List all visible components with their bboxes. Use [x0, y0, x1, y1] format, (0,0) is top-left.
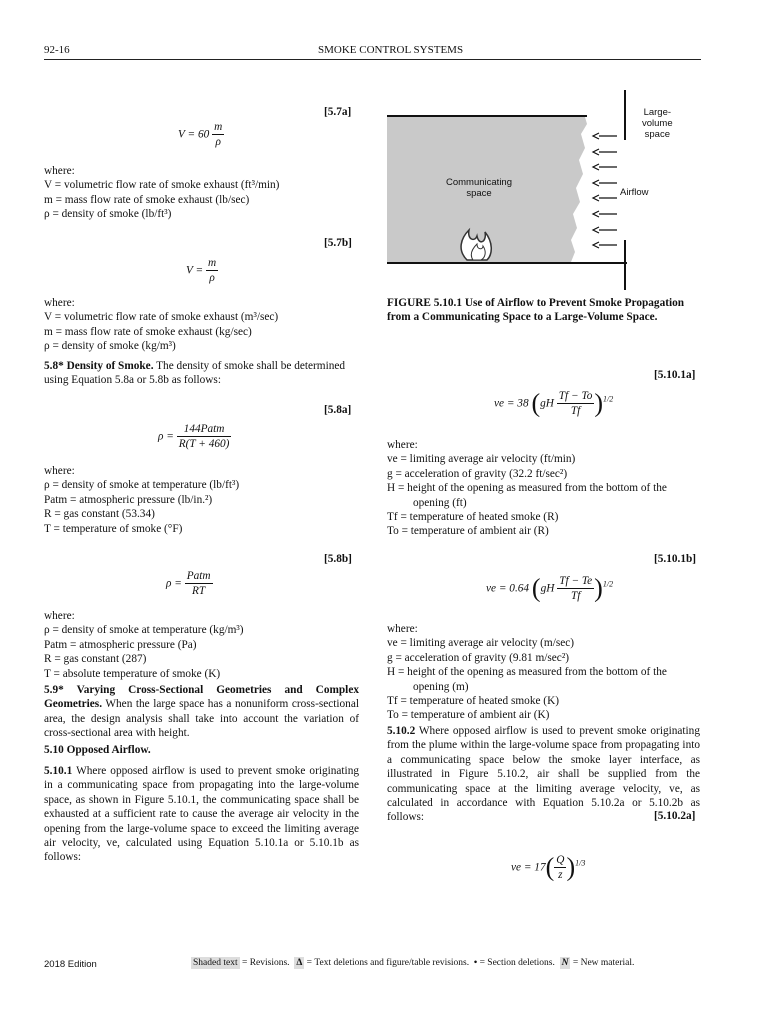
def-line: To = temperature of ambient air (R)	[387, 525, 549, 538]
equation-5-10-1b: ve = 0.64 (gH $\frac{Tf - Te}{Tf}$ )$^{1/2}$	[486, 573, 614, 603]
def-line: R = gas constant (53.34)	[44, 508, 155, 521]
def-line: R = gas constant (287)	[44, 653, 147, 666]
equation-5-8b: ρ = $\frac{\text{Patm}}{RT}$	[166, 570, 211, 598]
equation-5-7b: V = $\frac{m}{\rho}$	[186, 257, 217, 285]
eq-label-5-10-2a: [5.10.2a]	[654, 810, 696, 822]
def-line: T = temperature of smoke (°F)	[44, 522, 183, 535]
defs-block-5: where: ve = limiting average air velocity (ft/min) g = acceleration of gravity (32.2 ft/sec²) H = height of the opening as measured from the bottom of the opening (ft) Tf = temperature of heated smoke (R) To = temperature of ambient air (R)	[387, 438, 700, 539]
defs-block-1: where: V = volumetric flow rate of smoke exhaust (ft³/min) m = mass flow rate of smoke exhaust (lb/sec) ρ = density of smoke (lb/ft³)	[44, 164, 359, 222]
def-line: ve = limiting average air velocity (m/sec)	[387, 637, 575, 650]
airflow-arrows	[593, 133, 617, 248]
label-communicating-space: Communicating space	[446, 177, 512, 199]
delta-icon: Δ	[296, 958, 303, 968]
header-rule	[44, 59, 701, 60]
defs-block-3: where: ρ = density of smoke at temperature (lb/ft³) Patm = atmospheric pressure (lb/in.²) R = gas constant (53.34) T = temperature of smoke (°F)	[44, 464, 359, 536]
equation-5-10-2a: ve = 17( $\frac{Q}{z}$ )$^{1/3}$	[511, 852, 586, 882]
def-line: T = absolute temperature of smoke (K)	[44, 667, 221, 680]
page-number: 92-16	[44, 44, 70, 56]
def-line: Tf = temperature of heated smoke (K)	[387, 695, 559, 708]
revision-legend: Shaded text = Revisions. Δ = Text deletions and figure/table revisions. • = Section deletions. N = New material.	[193, 958, 635, 968]
defs-block-4: where: ρ = density of smoke at temperature (kg/m³) Patm = atmospheric pressure (Pa) R = gas constant (287) T = absolute temperature of smoke (K)	[44, 609, 359, 681]
equation-5-7a: V = 60 $\frac{m}{\rho}$	[178, 121, 223, 149]
figure-caption: FIGURE 5.10.1 Use of Airflow to Prevent Smoke Propagation from a Communicating Space to a Large-Volume Space.	[387, 297, 685, 324]
equation-5-10-1a: ve = 38 (gH $\frac{Tf - To}{Tf}$ )$^{1/2}$	[494, 388, 614, 418]
def-line: Patm = atmospheric pressure (Pa)	[44, 638, 197, 651]
eq-label-5-10-1a: [5.10.1a]	[654, 369, 696, 381]
eq-label-5-7b: [5.7b]	[324, 237, 352, 249]
def-line: g = acceleration of gravity (32.2 ft/sec²)	[387, 467, 568, 480]
bullet-icon: •	[473, 958, 478, 968]
def-line: m = mass flow rate of smoke exhaust (kg/sec)	[44, 325, 252, 338]
running-title: SMOKE CONTROL SYSTEMS	[318, 44, 464, 56]
defs-block-2: where: V = volumetric flow rate of smoke exhaust (m³/sec) m = mass flow rate of smoke exhaust (kg/sec) ρ = density of smoke (kg/m³)	[44, 296, 359, 354]
defs-block-6: where: ve = limiting average air velocity (m/sec) g = acceleration of gravity (9.81 m/sec²) H = height of the opening as measured from the bottom of the opening (m) Tf = temperature of heated smoke (K) To = temperature of ambient air (K)	[387, 622, 700, 723]
def-line: H = height of the opening as measured from the bottom of the opening (ft)	[387, 482, 667, 509]
def-line: To = temperature of ambient air (K)	[387, 709, 550, 722]
eq-label-5-8b: [5.8b]	[324, 553, 352, 565]
def-line: Tf = temperature of heated smoke (R)	[387, 511, 559, 524]
def-line: ρ = density of smoke (lb/ft³)	[44, 208, 172, 221]
eq-label-5-7a: [5.7a]	[324, 106, 352, 118]
section-5-8: 5.8* Density of Smoke. The density of smoke shall be determined using Equation 5.8a or 5.8b as follows:	[44, 360, 346, 387]
def-line: ρ = density of smoke at temperature (lb/ft³)	[44, 479, 240, 492]
def-line: m = mass flow rate of smoke exhaust (lb/sec)	[44, 193, 250, 206]
eq-label-5-8a: [5.8a]	[324, 404, 352, 416]
def-line: ve = limiting average air velocity (ft/min)	[387, 453, 576, 466]
def-line: H = height of the opening as measured from the bottom of the opening (m)	[387, 666, 667, 693]
def-line: V = volumetric flow rate of smoke exhaust (ft³/min)	[44, 179, 280, 192]
edition-label: 2018 Edition	[44, 959, 97, 970]
new-material-icon: N	[561, 958, 569, 968]
label-airflow: Airflow	[620, 187, 649, 198]
label-large-volume-space: Large- volume space	[642, 107, 673, 140]
def-line: g = acceleration of gravity (9.81 m/sec²)	[387, 651, 569, 664]
section-5-10-heading: 5.10 Opposed Airflow.	[44, 744, 151, 756]
def-line: ρ = density of smoke at temperature (kg/m³)	[44, 624, 244, 637]
def-line: Patm = atmospheric pressure (lb/in.²)	[44, 493, 213, 506]
section-5-10-2: 5.10.2 Where opposed airflow is used to prevent smoke originating from the plume within the large-volume space from propagating into a communicating space below the smoke layer interface, as illustrated in Figure 5.10.2, air shall be supplied from the communicating space at the limiting average velocity, ve, as calculated in accordance with Equation 5.10.2a or 5.10.2b as follows:	[387, 725, 700, 824]
def-line: V = volumetric flow rate of smoke exhaust (m³/sec)	[44, 311, 279, 324]
equation-5-8a: ρ = $\frac{\text{144Patm}}{R(T + 460)}$	[158, 423, 230, 451]
def-line: ρ = density of smoke (kg/m³)	[44, 340, 176, 353]
section-5-9: 5.9* Varying Cross-Sectional Geometries and Complex Geometries. When the large space has a nonuniform cross-sectional area, the design analysis shall take into account the variation of cross-sectional area with height.	[44, 684, 359, 740]
eq-label-5-10-1b: [5.10.1b]	[654, 553, 697, 565]
section-5-10-1: 5.10.1 Where opposed airflow is used to prevent smoke originating in a communicating space from propagating into the large-volume space, as shown in Figure 5.10.1, the communicating space shall be exhausted at a sufficient rate to cause the average air velocity in the opening from the large-volume space to exceed the limiting average air velocity, ve, calculated using Equation 5.10.1a or 5.10.1b as follows:	[44, 765, 359, 864]
